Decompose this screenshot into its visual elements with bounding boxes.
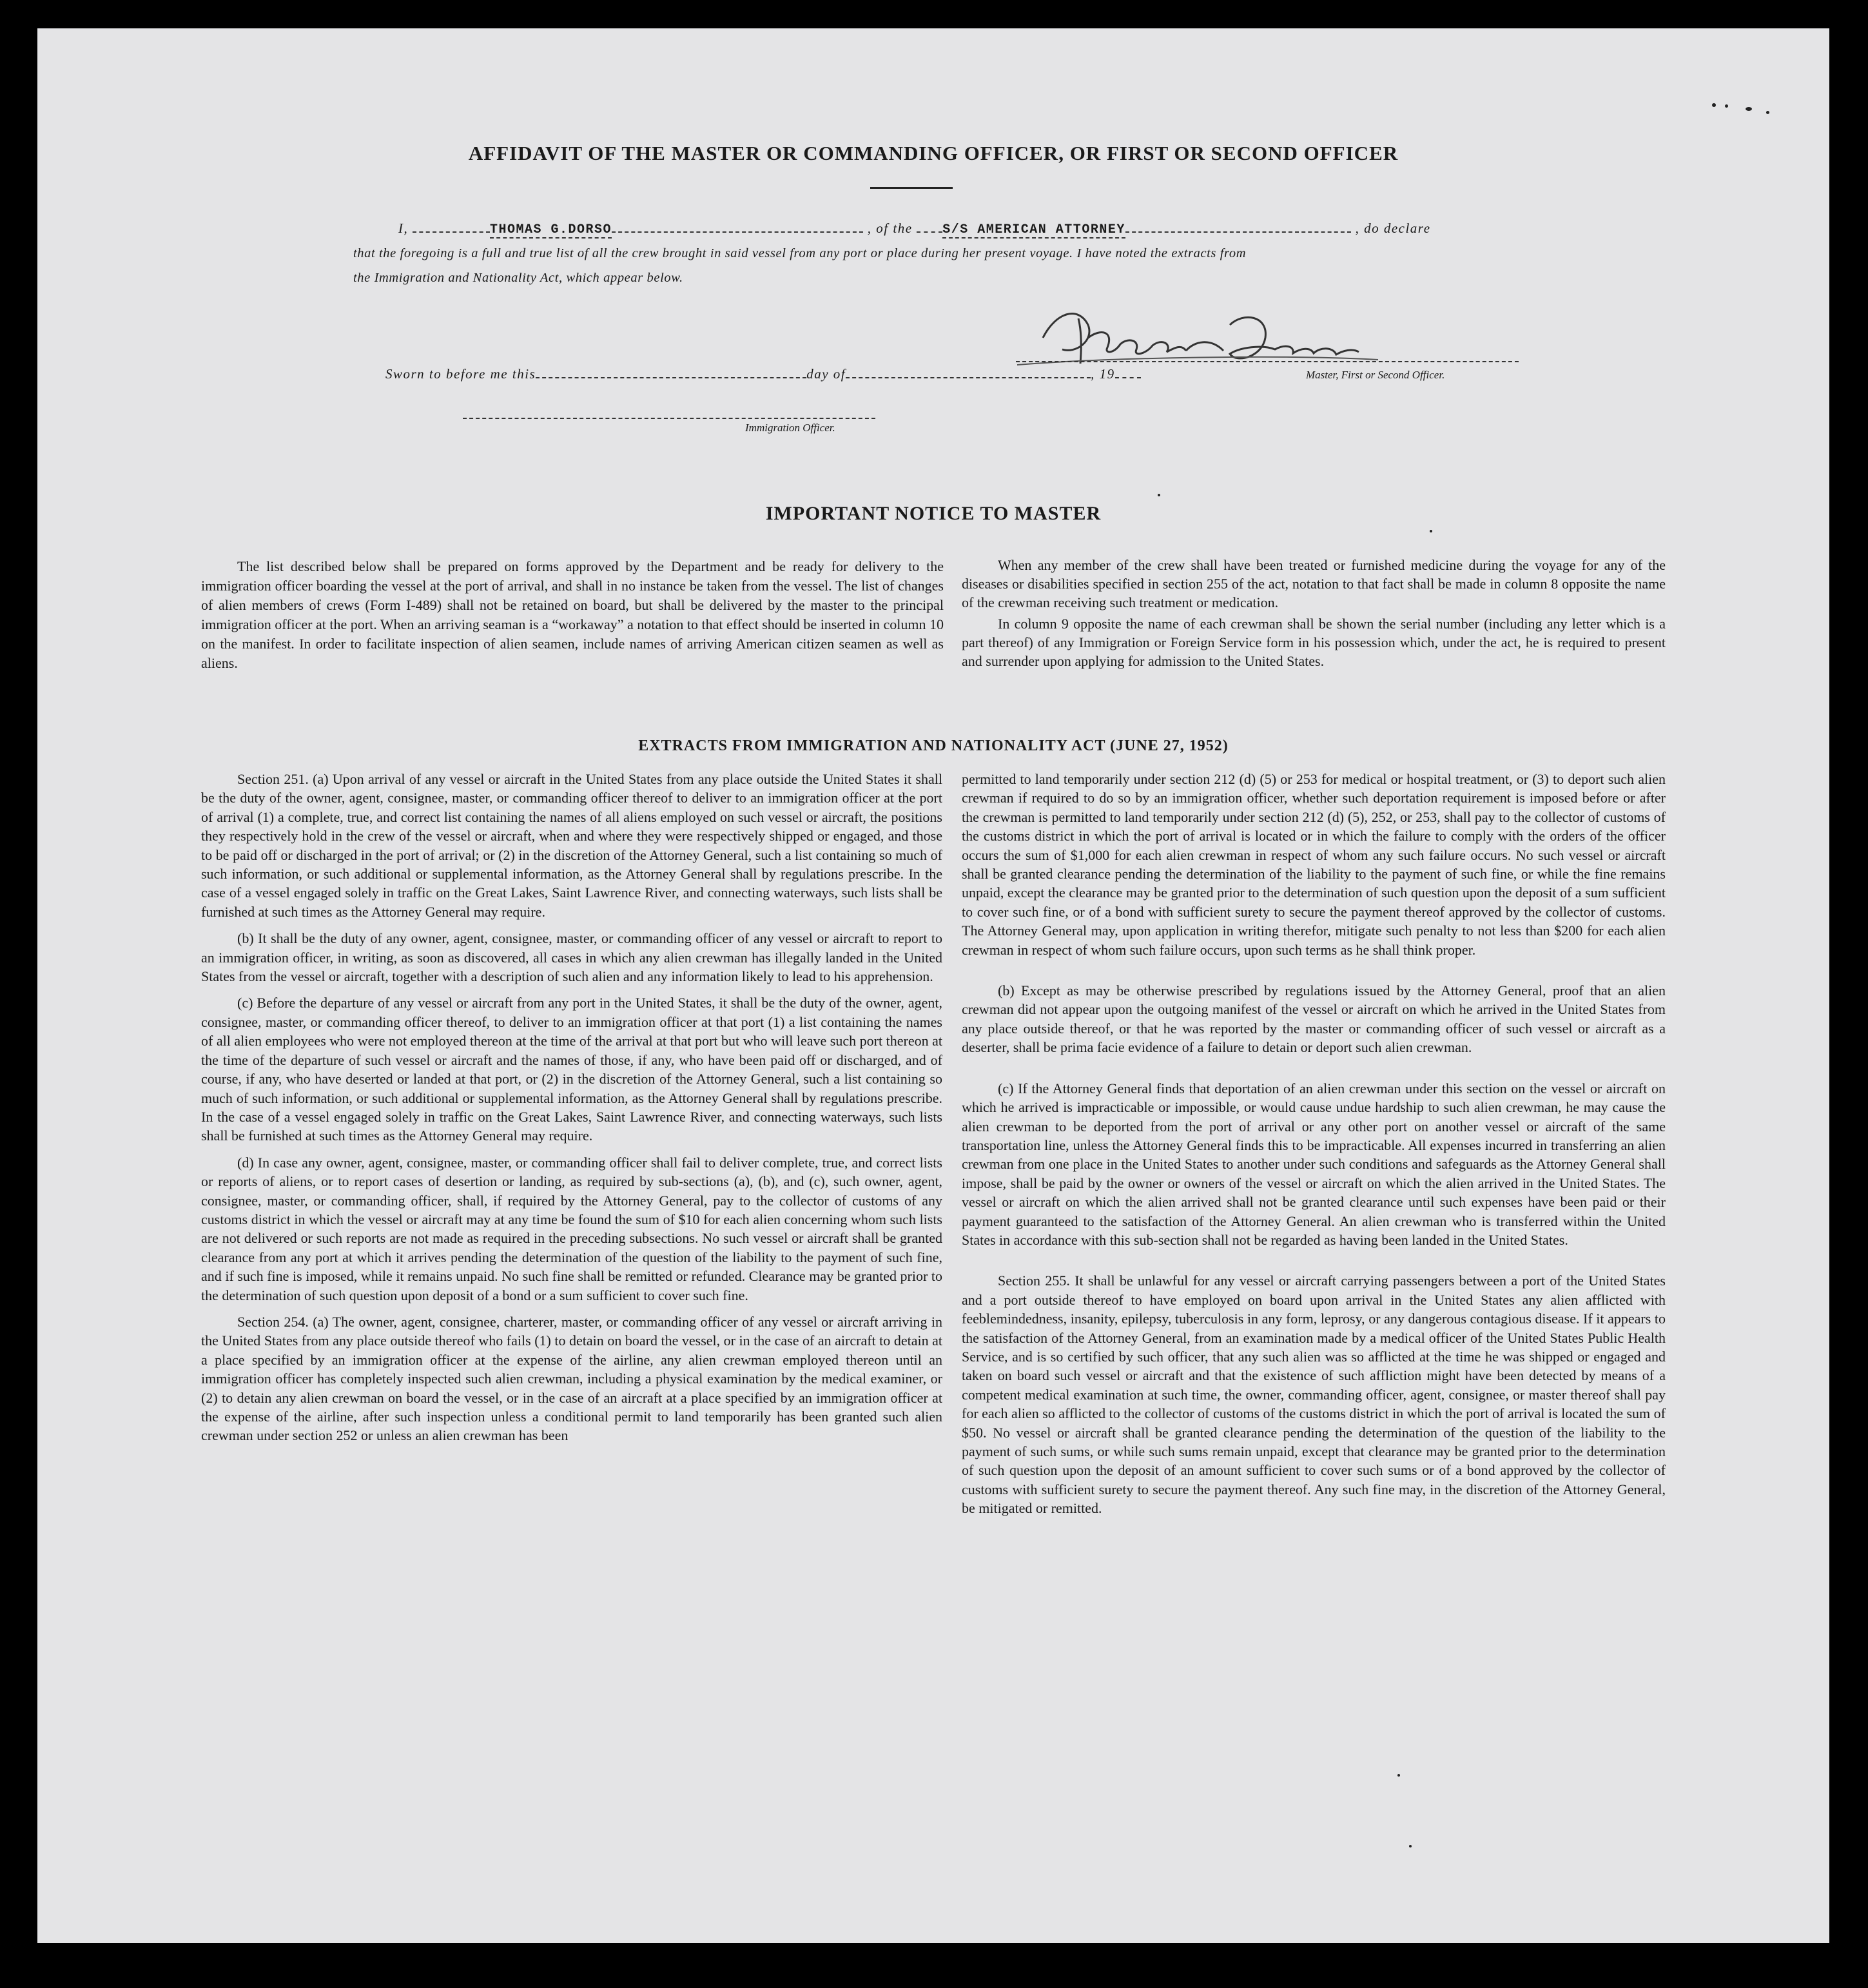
notice-right-paragraph-1: When any member of the crew shall have been treated or furnished medicine during the voyage for any of the diseases or disabilities specified in section 255 of the act, notation to that fact shall be made in column 8 opposite the name of the crewman receiving such treatment or medication. [962,557,1666,610]
scan-speck [1725,104,1728,108]
vessel-blank-lead [917,229,942,233]
notice-title: IMPORTANT NOTICE TO MASTER [765,503,1102,524]
document-sheet [37,28,1829,1943]
statement-line-2: the Immigration and Nationality Act, which appear below. [353,271,683,285]
of-the-label: , of the [867,220,913,236]
section-251-b: (b) It shall be the duty of any owner, agent, consignee, master, or commanding officer of any vessel or aircraft to report to an immigration officer, in writing, as soon as discovered, all cases in which any alien crewman has illegally landed in the United States from the vessel or aircraft, together with a description of such alien and any information likely to lead to his apprehension. [201,930,942,985]
extracts-left-column [201,770,942,1453]
scan-speck [1766,111,1769,114]
notice-right-column [962,556,1666,681]
sworn-day-blank [536,375,806,378]
vessel-name-field: S/S AMERICAN ATTORNEY [942,222,1125,237]
section-254-c: (c) If the Attorney General finds that deportation of an alien crewman under this section on the vessel or aircraft on which he arrived is impracticable or impossible, or would cause undue hardship to such alien crewman, he may cause the alien crewman to be deported from the port of arrival or any other port on another vessel or aircraft of the same transportation line, unless the Attorney General finds this to be impracticable. All expenses incurred in transferring an alien crewman from one place in the United States to another under such conditions and safeguards as the Attorney General shall impose, shall be paid by the owner or owners of the vessel or aircraft on which the alien arrived in the United States. The vessel or aircraft on which the alien arrived shall not be granted clearance until such expenses have been paid or their payment guaranteed to the satisfaction of the Attorney General. An alien crewman who is transferred within the United States in accordance with this sub-section shall not be regarded as having been landed in the United States. [962,1080,1666,1248]
section-255: Section 255. It shall be unlawful for any vessel or aircraft carrying passengers between a port of the United States and a port outside thereof to have employed on board upon arrival in the United States any alien afflicted with feeblemindedness, insanity, epilepsy, tuberculosis in any form, leprosy, or any dangerous contagious disease. If it appears to the satisfaction of the Attorney General, from an examination made by a medical officer of the United States Public Health Service, and is so certified by such officer, that any such alien was so afflicted at the time he was shipped or engaged and taken on board such vessel or aircraft and that the existence of such affliction might have been detected by means of a competent medical examination at such time, the owner, commanding officer, agent, consignee, or master thereof shall pay for each alien so afflicted to the collector of customs of the customs district in which the port of arrival is located the sum of $50. No vessel or aircraft shall be granted clearance pending the determination of the question of the liability to the payment of such sums, or while such sums remain unpaid, except that clearance may be granted prior to the determination of such question upon the deposit of an amount sufficient to cover such sums or of a bond approved by the collector of customs with sufficient surety to secure the payment thereof. Any such fine may, in the discretion of the Attorney General, be mitigated or remitted. [962,1272,1666,1517]
title-underline [870,187,953,189]
i-label: I, [398,220,409,236]
notice-left-column [201,557,944,683]
extracts-right-column [962,770,1666,1526]
affidavit-title: AFFIDAVIT OF THE MASTER OR COMMANDING OFFICER, OR FIRST OR SECOND OFFICER [468,142,1399,164]
day-of-label: day of [806,366,846,382]
section-251-d: (d) In case any owner, agent, consignee, master, or commanding officer shall fail to deliver complete, true, and correct lists or reports of aliens, or to report cases of desertion or landing, as required by sub-sections (a), (b), and (c), such owner, agent, consignee, master, or commanding officer, shall, if required by the Attorney General, pay to the collector of customs of any customs district in which the vessel or aircraft may at any time be found the sum of $10 for each alien concerning whom such lists are not delivered or such reports are not made as required in the preceding subsections. No such vessel or aircraft shall be granted clearance from any port at which it arrives pending the determination of the question of the liability to the payment of such fine, and if such fine is imposed, while it remains unpaid. No such fine shall be remitted or refunded. Clearance may be granted prior to the determination of such question upon deposit of a bond or a sum sufficient to cover such fine. [201,1154,942,1303]
sworn-line [385,366,1141,382]
notice-right-paragraph-2: In column 9 opposite the name of each crewman shall be shown the serial number (including any letter which is a part thereof) of any Immigration or Foreign Service form in his possession which, under the act, he is required to present and surrender upon applying for admission to the United States. [962,616,1666,669]
scan-speck [1158,494,1160,496]
immigration-officer-line [463,418,875,419]
section-254-b: (b) Except as may be otherwise prescribed by regulations issued by the Attorney General, proof that an alien crewman did not appear upon the outgoing manifest of the vessel or aircraft on which he arrived in the United States from any place outside thereof, or that he was reported by the master or commanding officer of such vessel or aircraft as a deserter, shall be prima facie evidence of a failure to detain or deport such alien crewman. [962,982,1666,1056]
sworn-label: Sworn to before me this [385,366,536,382]
scan-speck [1430,530,1432,532]
year-prefix: , 19 [1091,366,1115,382]
section-254-a: Section 254. (a) The owner, agent, consignee, charterer, master, or commanding officer of any vessel or aircraft arriving in the United States from any place outside thereof who fails (1) to detain on board the vessel, or in the case of an aircraft to detain at a place specified by an immigration officer at the expense of the airline, any alien crewman employed thereon until an immigration officer has completely inspected such alien crewman, including a physical examination by the medical examiner, or (2) to detain any alien crewman on board the vessel, or in the case of an aircraft at a place specified by an immigration officer at the expense of the airline, after such inspection unless a conditional permit to land temporarily has been granted such alien crewman under section 252 or unless an alien crewman has been [201,1313,942,1444]
section-254-a-continued: permitted to land temporarily under section 212 (d) (5) or 253 for medical or hospital treatment, or (3) to deport such alien crewman if required to do so by an immigration officer, whether such deportation requirement is imposed before or after the crewman is permitted to land temporarily under section 212 (d) (5), 252, or 253, shall pay to the collector of customs of the customs district in which the port of arrival is located or in which the failure to comply with the orders of the officer occurs the sum of $1,000 for each alien crewman in respect of whom any such failure occurs. No such vessel or aircraft shall be granted clearance pending the determination of the liability to the payment of such fine, or while the fine remains unpaid, except the clearance may be granted prior to the determination of such question upon the deposit of a sum sufficient to cover such fine, or of a bond with sufficient surety to secure the payment thereof approved by the collector of customs. The Attorney General may, upon application in writing therefor, mitigate such penalty to not less than $200 for each alien crewman in respect of whom such failure occurs, upon such terms as he shall think proper. [962,771,1666,958]
declaration-line [398,220,1559,237]
declare-label: , do declare [1355,220,1431,236]
section-251-a: Section 251. (a) Upon arrival of any vessel or aircraft in the United States from any place outside the United States it shall be the duty of the owner, agent, consignee, master, or commanding officer thereof to deliver to an immigration officer at the port of arrival (1) a complete, true, and correct list containing the names of all aliens employed on such vessel or aircraft, the positions they respectively hold in the crew of the vessel or aircraft, when and where they were respectively shipped or engaged, and those to be paid off or discharged in the port of arrival; or (2) in the discretion of the Attorney General, such a list containing so much of such information, or such additional or supplemental information, as the Attorney General shall by regulations prescribe. In the case of a vessel engaged solely in traffic on the Great Lakes, Saint Lawrence River, and connecting waterways, such lists shall be furnished at such times as the Attorney General may require. [201,771,942,920]
extracts-title: EXTRACTS FROM IMMIGRATION AND NATIONALITY ACT (JUNE 27, 1952) [638,737,1229,754]
immigration-officer-caption: Immigration Officer. [745,422,835,434]
notice-left-paragraph: The list described below shall be prepared on forms approved by the Department and be ready for delivery to the immigration officer boarding the vessel at the port of arrival, and shall in no instance be taken from the vessel. The list of changes of alien members of crews (Form I-489) shall not be retained on board, but shall be delivered by the master to the principal immigration officer at the port. When an arriving seaman is a “workaway” a notation to that effect should be inserted in column 10 on the manifest. In order to facilitate inspection of alien seamen, include names of arriving American citizen seamen as well as aliens. [201,558,944,671]
section-251-c: (c) Before the departure of any vessel or aircraft from any port in the United States, it shall be the duty of the owner, agent, consignee, master, or commanding officer thereof, to deliver to an immigration officer at that port (1) a list containing the names of all alien employees who were not employed thereon at the time of the arrival at that port but who will leave such port thereon at the time of the departure of such vessel or aircraft and the names of those, if any, who have been paid off or discharged, and of course, if any, who have deserted or landed at that port, or (2) in the discretion of the Attorney General, such a list containing so much of such information, or such additional or supplemental information, as the Attorney General shall by regulations prescribe. In the case of a vessel engaged solely in traffic on the Great Lakes, Saint Lawrence River, and connecting waterways, such lists shall be furnished at such times as the Attorney General may require. [201,995,942,1144]
sworn-month-blank [846,375,1091,378]
signature-caption: Master, First or Second Officer. [1306,369,1445,381]
name-blank-tail [612,229,863,233]
name-blank-lead [413,229,490,233]
scan-speck [1409,1845,1412,1847]
vessel-blank-tail [1125,229,1351,233]
scan-speck [1712,103,1716,107]
scan-speck [1746,107,1752,111]
statement-line-1: that the foregoing is a full and true list of all the crew brought in said vessel from any port or place during her present voyage. I have noted the extracts from [353,246,1247,260]
sworn-year-blank [1115,375,1141,378]
signature-line [1016,361,1519,362]
scan-speck [1397,1774,1400,1777]
master-signature [1017,293,1417,376]
master-name-field: THOMAS G.DORSO [490,222,612,237]
